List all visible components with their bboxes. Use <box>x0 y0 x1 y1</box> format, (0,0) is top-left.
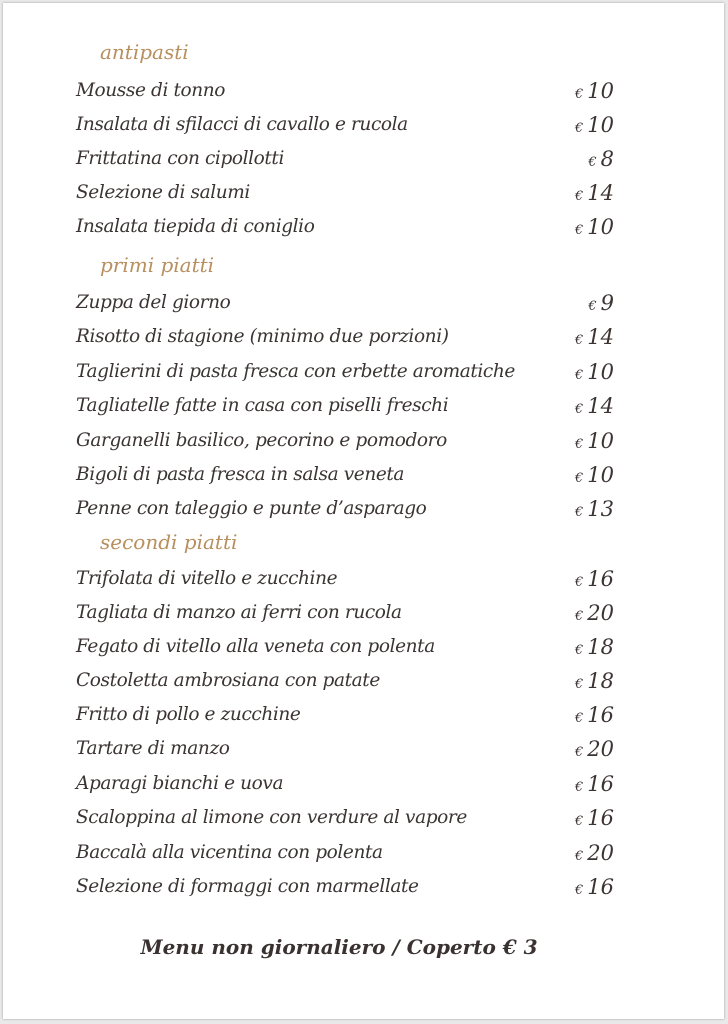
menu-page <box>3 3 724 1019</box>
dish-price: € 16 <box>574 703 614 727</box>
menu-item <box>76 598 616 628</box>
dish-name: Mousse di tonno <box>76 80 225 101</box>
dish-price: € 13 <box>574 497 614 521</box>
menu-item <box>76 666 616 696</box>
dish-price: € 9 <box>588 291 614 315</box>
dish-price: € 16 <box>574 567 614 591</box>
dish-name: Tagliatelle fatte in casa con piselli freschi <box>76 395 449 416</box>
menu-item <box>76 212 616 242</box>
menu-item <box>76 838 616 868</box>
menu-item <box>76 110 616 140</box>
menu-item <box>76 426 616 456</box>
menu-item <box>76 872 616 902</box>
dish-name: Tartare di manzo <box>76 738 230 759</box>
dish-price: € 16 <box>574 875 614 899</box>
menu-item <box>76 700 616 730</box>
dish-name: Aparagi bianchi e uova <box>76 773 284 794</box>
section-title-secondi-piatti: secondi piatti <box>100 530 238 554</box>
dish-name: Frittatina con cipollotti <box>76 148 284 169</box>
dish-price: € 16 <box>574 772 614 796</box>
menu-item <box>76 494 616 524</box>
dish-price: € 20 <box>574 841 614 865</box>
dish-price: € 14 <box>574 394 614 418</box>
menu-item <box>76 632 616 662</box>
dish-price: € 8 <box>588 147 614 171</box>
dish-name: Fegato di vitello alla veneta con polenta <box>76 636 435 657</box>
dish-name: Bigoli di pasta fresca in salsa veneta <box>76 464 405 485</box>
menu-item <box>76 460 616 490</box>
menu-footer-note: Menu non giornaliero / Coperto € 3 <box>140 935 538 959</box>
menu-item <box>76 769 616 799</box>
dish-name: Insalata di sfilacci di cavallo e rucola <box>76 114 408 135</box>
dish-price: € 18 <box>574 669 614 693</box>
dish-name: Trifolata di vitello e zucchine <box>76 568 338 589</box>
dish-name: Penne con taleggio e punte d’asparago <box>76 498 427 519</box>
menu-item <box>76 144 616 174</box>
dish-price: € 10 <box>574 429 614 453</box>
menu-item <box>76 734 616 764</box>
dish-price: € 20 <box>574 737 614 761</box>
menu-item <box>76 322 616 352</box>
dish-price: € 10 <box>574 463 614 487</box>
menu-item <box>76 803 616 833</box>
dish-price: € 16 <box>574 806 614 830</box>
dish-name: Garganelli basilico, pecorino e pomodoro <box>76 430 447 451</box>
dish-name: Taglierini di pasta fresca con erbette aromatiche <box>76 361 515 382</box>
dish-price: € 10 <box>574 360 614 384</box>
section-title-primi-piatti: primi piatti <box>100 253 215 277</box>
dish-name: Scaloppina al limone con verdure al vapore <box>76 807 467 828</box>
dish-name: Selezione di salumi <box>76 182 250 203</box>
dish-price: € 14 <box>574 181 614 205</box>
menu-item <box>76 564 616 594</box>
dish-name: Tagliata di manzo ai ferri con rucola <box>76 602 402 623</box>
menu-item <box>76 288 616 318</box>
section-title-antipasti: antipasti <box>100 40 189 64</box>
dish-name: Costoletta ambrosiana con patate <box>76 670 380 691</box>
dish-price: € 18 <box>574 635 614 659</box>
dish-price: € 20 <box>574 601 614 625</box>
dish-price: € 10 <box>574 113 614 137</box>
dish-price: € 14 <box>574 325 614 349</box>
dish-name: Zuppa del giorno <box>76 292 231 313</box>
dish-price: € 10 <box>574 215 614 239</box>
dish-price: € 10 <box>574 79 614 103</box>
dish-name: Risotto di stagione (minimo due porzioni) <box>76 326 449 347</box>
menu-item <box>76 357 616 387</box>
menu-item <box>76 391 616 421</box>
dish-name: Fritto di pollo e zucchine <box>76 704 301 725</box>
dish-name: Selezione di formaggi con marmellate <box>76 876 419 897</box>
menu-item <box>76 76 616 106</box>
dish-name: Baccalà alla vicentina con polenta <box>76 842 383 863</box>
dish-name: Insalata tiepida di coniglio <box>76 216 315 237</box>
menu-item <box>76 178 616 208</box>
